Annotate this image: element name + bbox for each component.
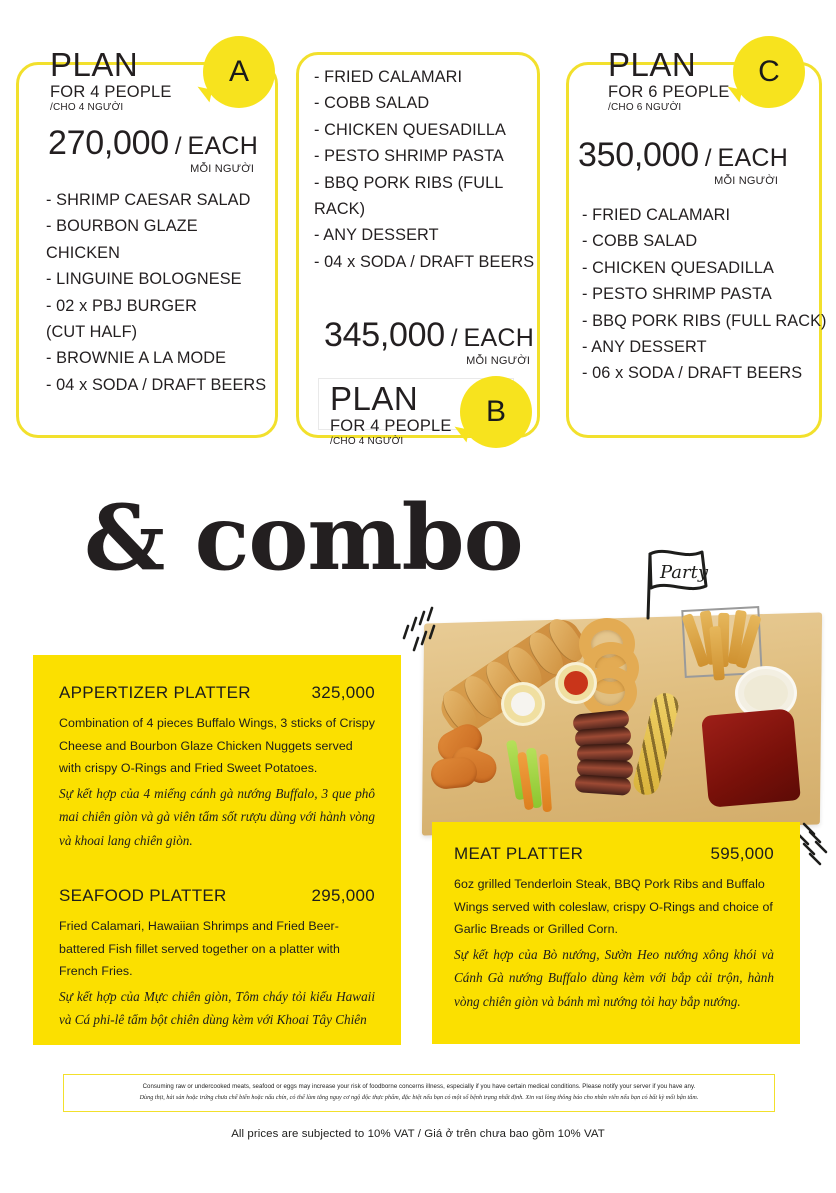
plan-a-title: PLAN <box>50 46 139 83</box>
list-item: - PESTO SHRIMP PASTA <box>314 147 504 166</box>
plan-a-badge-bubble <box>203 36 275 108</box>
scribble-lines-left-icon <box>398 604 444 664</box>
list-item: - COBB SALAD <box>314 94 430 113</box>
disclaimer-text-vn: Dùng thịt, hải sản hoặc trứng chưa chế biến hoặc nấu chín, có thể làm tăng nguy cơ ngộ độc thực phẩm, đặc biệt nếu bạn có một số bệnh trạng nhất định. Xin vui lòng thông báo cho nhân viên nếu bạn có bất kỳ mối bận tâm. <box>139 1095 699 1102</box>
plan-c-price-each-vn: MỖI NGƯỜI <box>714 175 779 187</box>
combo-block-left <box>33 655 401 1045</box>
combo-item-header <box>59 886 375 906</box>
list-item: - BROWNIE A LA MODE <box>46 349 227 368</box>
plan-c-price-slash: / <box>704 145 712 172</box>
combo-price: 295,000 <box>311 886 375 906</box>
plan-a-price-row <box>48 126 258 161</box>
list-item: CHICKEN <box>46 243 120 262</box>
list-item: - BBQ PORK RIBS (FULL <box>314 173 504 192</box>
combo-description-en: Fried Calamari, Hawaiian Shrimps and Fried Beer-battered Fish fillet served together on a platter with French Fries. <box>59 919 340 979</box>
plan-b-price-row <box>324 318 534 353</box>
list-item: - BBQ PORK RIBS (FULL RACK) <box>582 311 827 330</box>
plans-section <box>0 0 836 470</box>
list-item: RACK) <box>314 199 366 218</box>
plan-b-price-each-vn: MỖI NGƯỜI <box>466 355 531 367</box>
combo-description-en: Combination of 4 pieces Buffalo Wings, 3 sticks of Crispy Cheese and Bourbon Glaze Chicken Nuggets served with crispy O-Rings and Fried Sweet Potatoes. <box>59 716 375 776</box>
vat-note: All prices are subjected to 10% VAT / Giá ở trên chưa bao gồm 10% VAT <box>231 1128 605 1140</box>
combo-item-header <box>59 683 375 703</box>
list-item: (CUT HALF) <box>46 322 138 341</box>
combo-spacer <box>59 852 375 886</box>
combo-description-vn: Sự kết hợp của 4 miếng cánh gà nướng Buffalo, 3 que phô mai chiên giòn và gà viên tẩm sốt rượu dùng với hành vòng và khoai lang chiên giòn. <box>59 785 375 848</box>
list-item: - BOURBON GLAZE <box>46 217 198 236</box>
list-item: - CHICKEN QUESADILLA <box>582 258 774 277</box>
plan-b-price-block <box>324 318 534 367</box>
plan-c-title: PLAN <box>608 46 697 83</box>
list-item: - 04 x SODA / DRAFT BEERS <box>314 252 535 271</box>
plan-a-badge-letter: A <box>228 55 249 88</box>
list-item: - LINGUINE BOLOGNESE <box>46 270 242 289</box>
plan-b-title: PLAN <box>330 380 419 417</box>
plan-c-item-list <box>582 202 827 387</box>
plan-a-price-slash: / <box>174 133 182 160</box>
list-item: - COBB SALAD <box>582 232 698 251</box>
combo-price: 595,000 <box>710 844 774 863</box>
plan-c-badge-letter: C <box>758 55 780 88</box>
plan-c-price-each: EACH <box>717 144 789 172</box>
bbq-pork-ribs <box>701 708 801 808</box>
plan-b-subtitle: FOR 4 PEOPLE <box>330 417 452 435</box>
list-item: - 02 x PBJ BURGER <box>46 296 197 315</box>
combo-description-en: 6oz grilled Tenderloin Steak, BBQ Pork Ribs and Buffalo Wings served with coleslaw, crispy O-Rings and choice of Garlic Breads or Grilled Corn. <box>454 877 773 937</box>
list-item: - 06 x SODA / DRAFT BEERS <box>582 364 803 383</box>
plan-c-price-amount: 350,000 <box>578 136 699 174</box>
plan-a-price-each: EACH <box>187 132 259 160</box>
plan-b-item-list <box>314 64 534 275</box>
plan-b-price-amount: 345,000 <box>324 316 445 354</box>
disclaimer-text-en: Consuming raw or undercooked meats, seafood or eggs may increase your risk of foodborne concerns illness, especially if you have certain medical conditions. Please notify your server if you have any. <box>142 1083 696 1091</box>
plan-b-badge-bubble <box>460 376 532 448</box>
combo-heading: & combo <box>84 485 523 591</box>
combo-item-header <box>454 844 774 864</box>
plan-a-price-block <box>48 126 258 175</box>
party-flag-label: Party <box>660 562 709 583</box>
plan-a-item-list <box>46 187 266 398</box>
list-item: - FRIED CALAMARI <box>582 206 731 224</box>
plan-b-price-slash: / <box>450 325 458 352</box>
plan-a-subtitle-vn: /CHO 4 NGƯỜI <box>50 102 124 114</box>
plan-b-price-each: EACH <box>463 324 535 352</box>
party-flag-icon <box>630 528 718 624</box>
list-item: - SHRIMP CAESAR SALAD <box>46 191 251 209</box>
list-item: - PESTO SHRIMP PASTA <box>582 285 772 304</box>
combo-name: SEAFOOD PLATTER <box>59 886 227 906</box>
combo-description-vn: Sự kết hợp của Bò nướng, Sườn Heo nướng xông khói và Cánh Gà nướng Buffalo dùng kèm với bắp cải trộn, hành vòng chiên giòn và bánh mì nướng tỏi hay bắp nướng. <box>454 946 774 1009</box>
sauce-cup-chili <box>555 662 597 704</box>
list-item: - CHICKEN QUESADILLA <box>314 120 506 139</box>
plan-a-header <box>50 48 172 114</box>
plan-c-badge-bubble <box>733 36 805 108</box>
combo-price: 325,000 <box>311 683 375 702</box>
list-item: - FRIED CALAMARI <box>314 68 463 86</box>
plan-b-header <box>330 382 452 448</box>
disclaimer-box <box>63 1074 775 1112</box>
plan-b-subtitle-vn: /CHO 4 NGƯỜI <box>330 436 404 448</box>
list-item: - 04 x SODA / DRAFT BEERS <box>46 375 267 394</box>
plan-c-price-row <box>578 138 788 173</box>
combo-name: APPERTIZER PLATTER <box>59 683 251 702</box>
plan-b-badge-letter: B <box>485 395 506 428</box>
plan-c-price-block <box>578 138 788 187</box>
sauce-cup-white <box>501 682 545 726</box>
plan-c-subtitle-vn: /CHO 6 NGƯỜI <box>608 102 682 114</box>
plan-a-price-amount: 270,000 <box>48 124 169 162</box>
plan-c-subtitle: FOR 6 PEOPLE <box>608 83 730 101</box>
combo-block-right <box>432 822 800 1044</box>
list-item: - ANY DESSERT <box>582 337 707 356</box>
combo-name: MEAT PLATTER <box>454 844 584 863</box>
steak-slice <box>574 774 631 796</box>
plan-c-header <box>608 48 730 114</box>
combo-description-vn: Sự kết hợp của Mực chiên giòn, Tôm cháy tỏi kiểu Hawaii và Cá phi-lê tẩm bột chiên dùng kèm với Khoai Tây Chiên <box>59 988 375 1028</box>
scribble-lines-right-icon <box>796 818 836 876</box>
plan-a-price-each-vn: MỖI NGƯỜI <box>190 163 255 175</box>
list-item: - ANY DESSERT <box>314 226 439 245</box>
plan-a-subtitle: FOR 4 PEOPLE <box>50 83 172 101</box>
